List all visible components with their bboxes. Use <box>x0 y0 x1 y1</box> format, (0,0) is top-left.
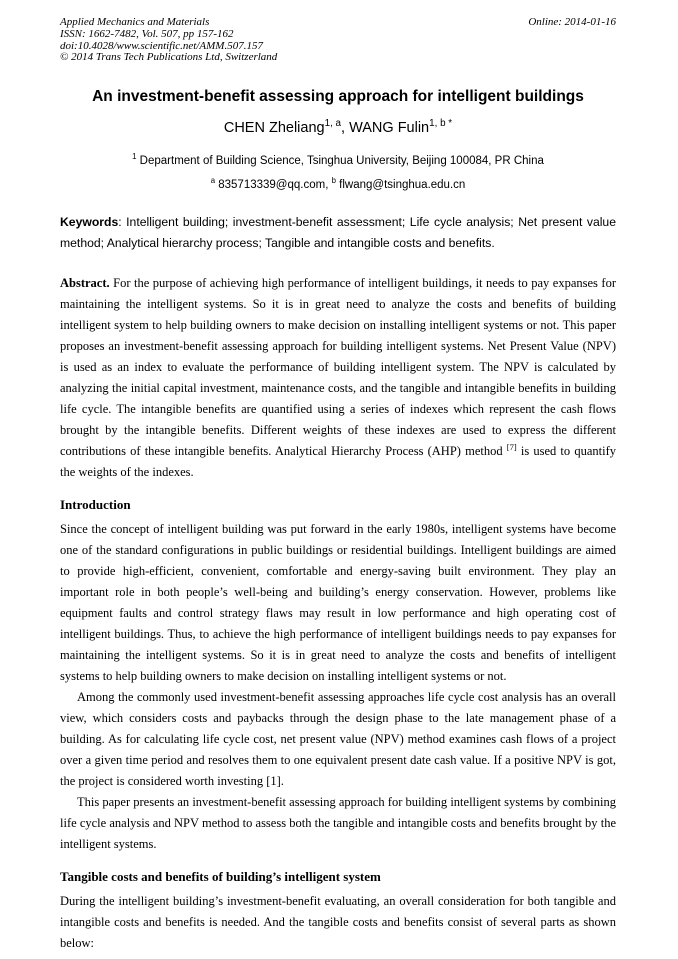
authors-separator: , <box>341 120 350 137</box>
journal-name: Applied Mechanics and Materials <box>60 16 210 28</box>
author-second-affil-marker: 1, b * <box>429 118 453 130</box>
journal-header <box>60 17 616 64</box>
emails-line <box>60 178 616 192</box>
tangible-costs-paragraph-1: During the intelligent building’s investment-benefit evaluating, an overall consideration for both tangible and intangible costs and benefits is needed. And the tangible costs and benefits consist of several parts as shown below: <box>60 894 616 951</box>
author-second: WANG Fulin <box>349 120 430 137</box>
affiliation-marker: 1 <box>132 152 137 162</box>
email-a-marker: a <box>210 176 216 186</box>
introduction-paragraph-3: This paper presents an investment-benefit assessing approach for building intelligent systems by combining life cycle analysis and NPV method to assess both the tangible and intangible costs and benefits brought by the intelligent systems. <box>60 795 616 852</box>
keywords-text: : Intelligent building; investment-benefit assessment; Life cycle analysis; Net present value method; Analytical hierarchy process; Tangible and intangible costs and benefits. <box>60 215 616 251</box>
abstract-citation-7: [7] <box>506 442 517 453</box>
abstract-label: Abstract. <box>60 276 110 291</box>
email-a: 835713339@qq.com, <box>218 179 329 192</box>
journal-header-left <box>60 17 277 64</box>
introduction-paragraph-2: Among the commonly used investment-benefit assessing approaches life cycle cost analysis has an overall view, which considers costs and paybacks through the design phase to the late management phase of a building. As for calculating life cycle cost, net present value (NPV) method examines cash flows of a project over a given time period and resolves them to one equivalent present date cash value. If a positive NPV is got, the project is considered worth investing [1]. <box>60 690 616 789</box>
abstract-paragraph <box>60 273 616 483</box>
affiliation-line <box>60 154 616 168</box>
abstract-text-1: For the purpose of achieving high performance of intelligent buildings, it needs to pay expanses for maintaining the intelligent systems. So it is in great need to analyze the costs and benefits of building intelligent system to help building owners to make decision on installing intelligent systems or not. This paper proposes an investment-benefit assessing approach for building intelligent systems. Net Present Value (NPV) is used as an index to evaluate the performance of building intelligent system. The NPV is calculated by analyzing the initial capital investment, maintenance costs, and the tangible and intangible benefits in building life cycle. The intangible benefits are quantified using a series of indexes which represent the cash flows brought by the intangible benefits. Different weights of these indexes are used to express the different contributions of these intangible benefits. Analytical Hierarchy Process (AHP) method <box>60 276 616 459</box>
section-heading-introduction: Introduction <box>60 497 131 513</box>
section-heading-tangible-costs: Tangible costs and benefits of building’s intelligent system <box>60 869 381 885</box>
author-first-affil-marker: 1, a <box>324 118 342 130</box>
keywords-paragraph <box>60 212 616 254</box>
doi-line: doi:10.4028/www.scientific.net/AMM.507.157 <box>60 39 263 52</box>
authors-line <box>60 119 616 138</box>
affiliation-text: Department of Building Science, Tsinghua University, Beijing 100084, PR China <box>139 155 544 168</box>
paper-title: An investment-benefit assessing approach for intelligent buildings <box>92 88 584 106</box>
email-b-marker: b <box>331 176 336 186</box>
abstract-text-2: is used to quantify the weights of the indexes. <box>60 444 616 480</box>
issn-line: ISSN: 1662-7482, Vol. 507, pp 157-162 <box>60 27 234 40</box>
copyright-line: © 2014 Trans Tech Publications Ltd, Switzerland <box>60 51 278 64</box>
author-first: CHEN Zheliang <box>223 120 325 137</box>
introduction-paragraph-1: Since the concept of intelligent building was put forward in the early 1980s, intelligent systems have become one of the standard configurations in public buildings or residential buildings. Intelligent buildings are aimed to provide high-efficient, convenient, comfortable and energy-saving built environment. They play an important role in both people’s well-being and building’s energy conservation. However, problems like equipment faults and control strategy flaws may result in low performance and high operating cost of intelligent buildings. Thus, to achieve the high performance of intelligent buildings needs to pay expanses for maintaining the intelligent systems. So it is in great need to analyze the costs and benefits of intelligent systems to help building owners to make decision on installing intelligent systems or not. <box>60 522 616 684</box>
online-date: Online: 2014-01-16 <box>528 16 616 28</box>
keywords-label: Keywords <box>60 215 119 230</box>
email-b: flwang@tsinghua.edu.cn <box>339 179 466 192</box>
